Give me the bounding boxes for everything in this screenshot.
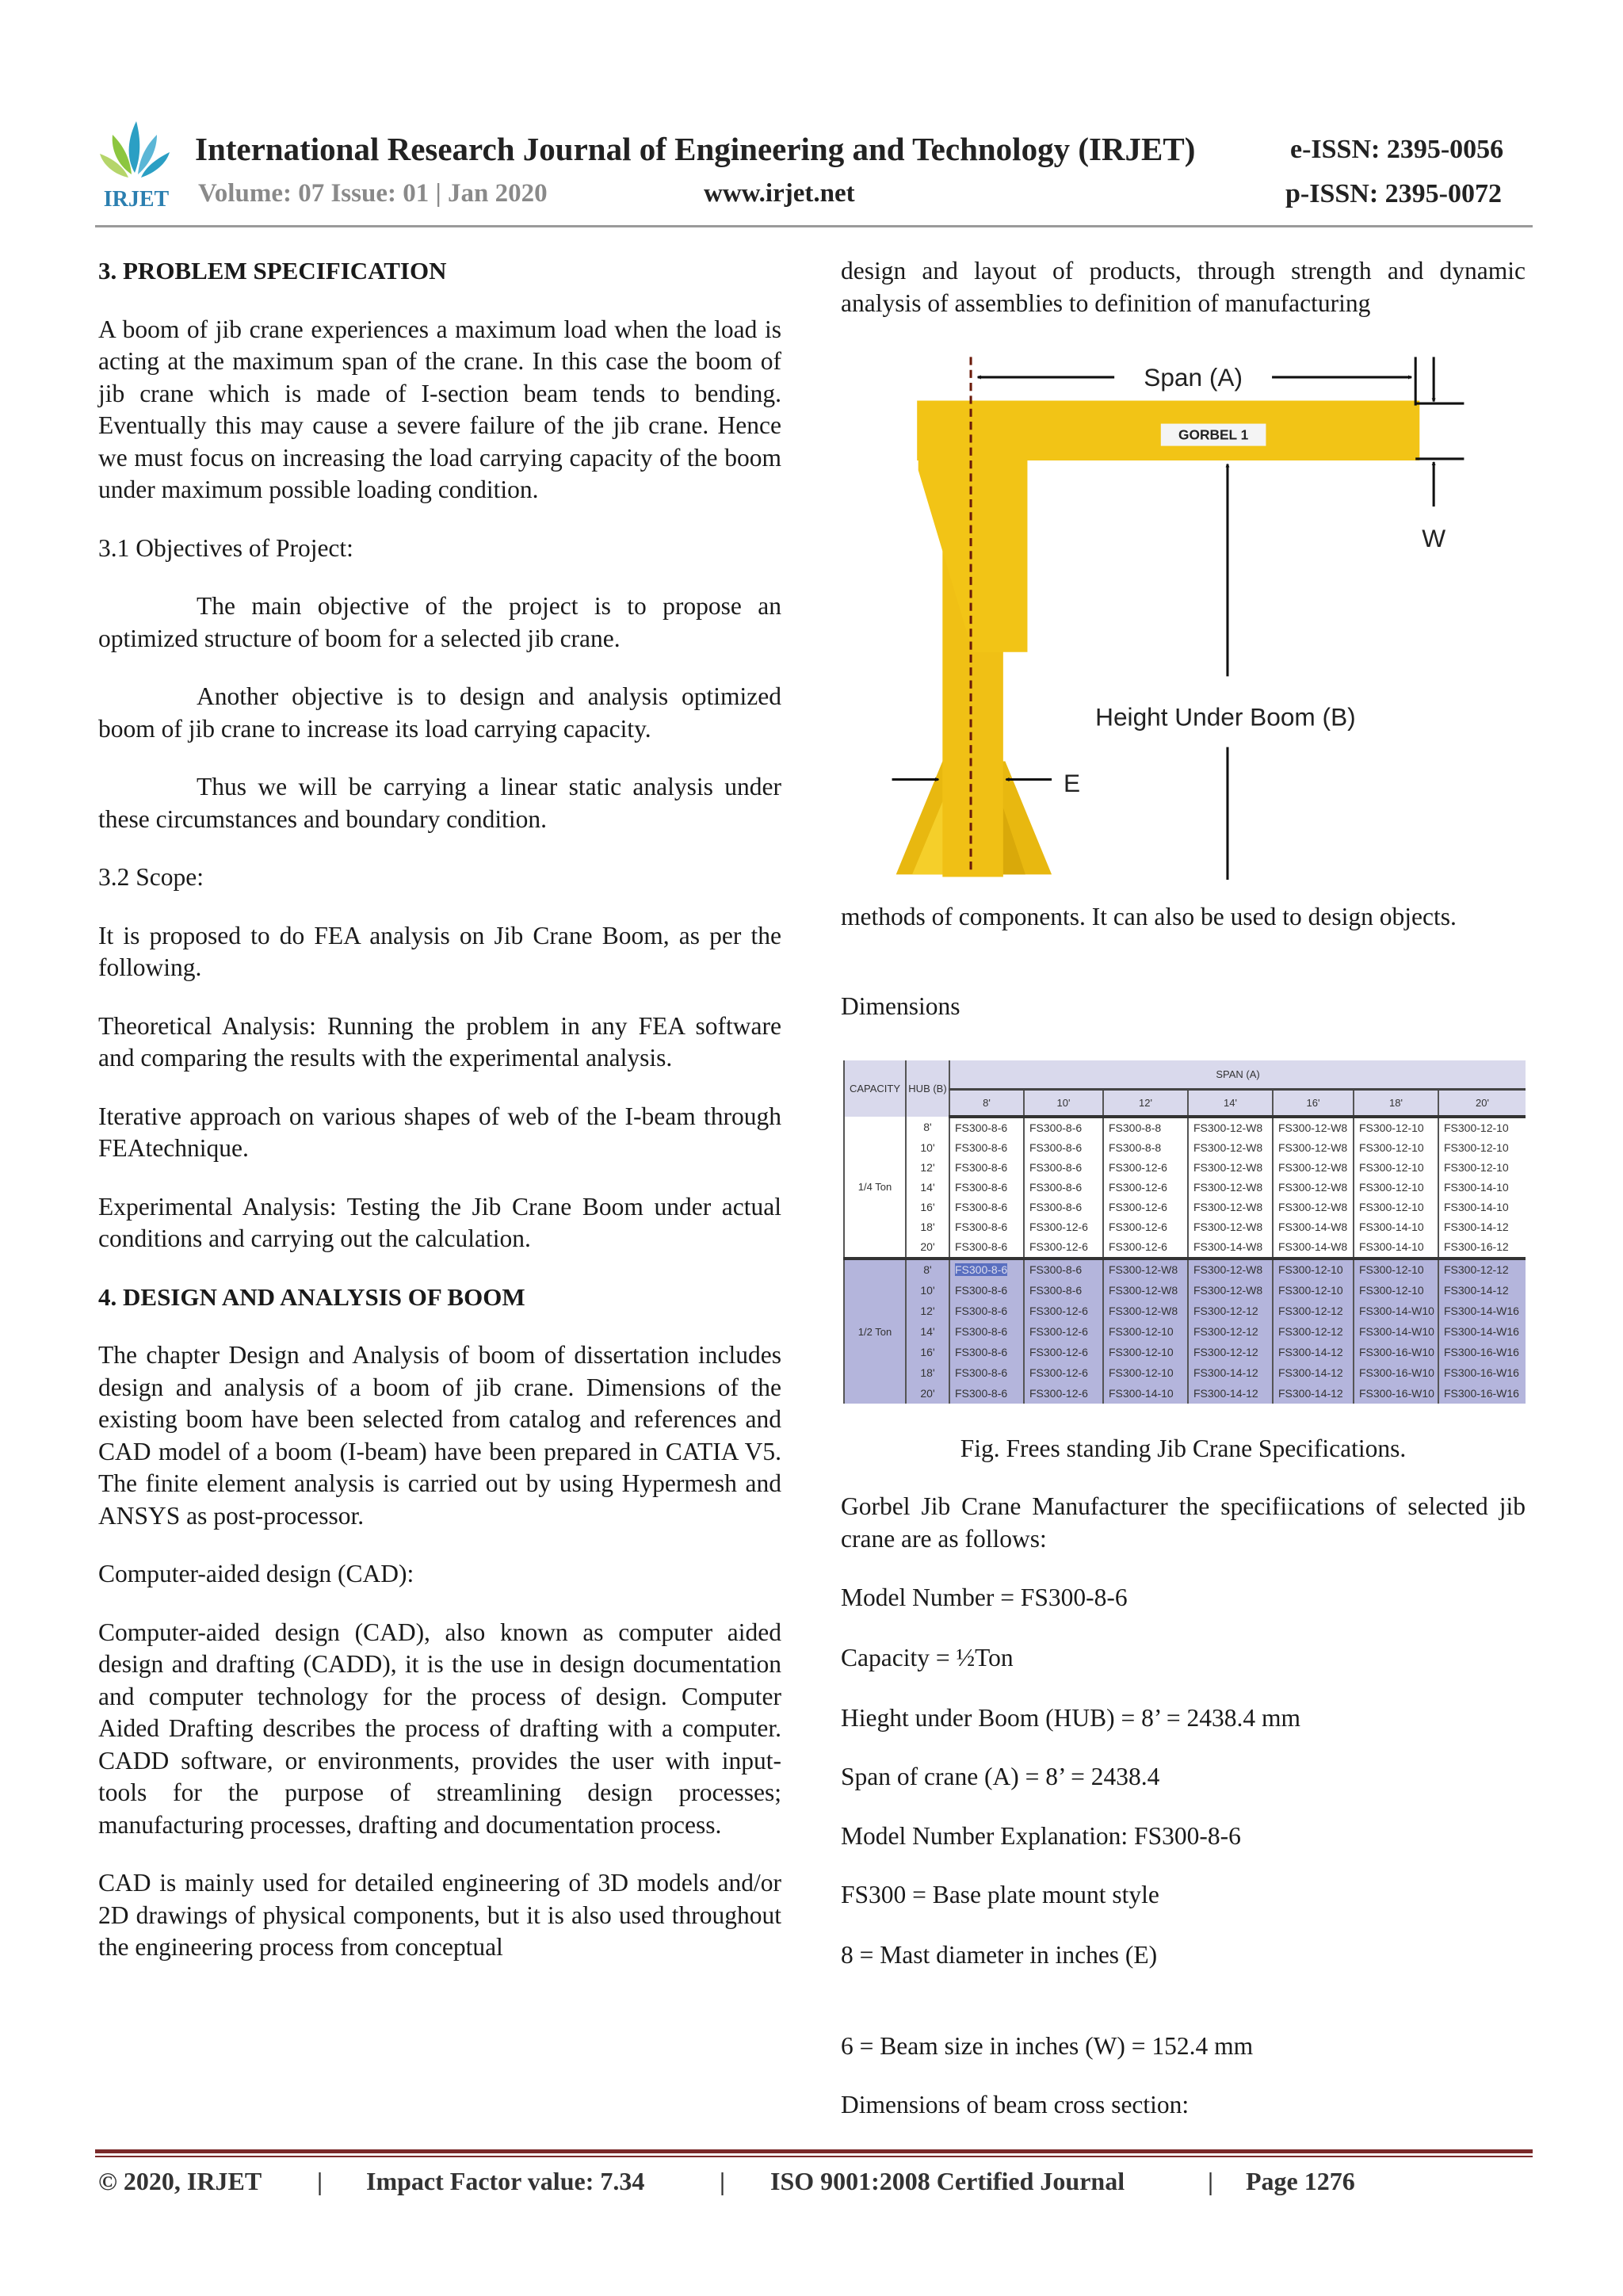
- model-cell: FS300-14-W8: [1273, 1217, 1354, 1237]
- model-cell: FS300-12-6: [1024, 1342, 1103, 1362]
- model-cell: FS300-12-10: [1438, 1158, 1526, 1178]
- hub-header: HUB (B): [906, 1060, 949, 1117]
- footer-divider-thin: [95, 2156, 1533, 2157]
- model-cell: FS300-14-10: [1438, 1198, 1526, 1217]
- section-heading-problem: 3. PROBLEM SPECIFICATION: [98, 257, 447, 285]
- subheading-objectives: 3.1 Objectives of Project:: [98, 533, 353, 562]
- model-cell: FS300-12-6: [1024, 1362, 1103, 1383]
- model-cell: FS300-12-W8: [1273, 1178, 1354, 1198]
- model-cell: FS300-12-6: [1103, 1237, 1188, 1259]
- table-row: [844, 1217, 1526, 1237]
- model-cell: FS300-8-6: [949, 1198, 1024, 1217]
- span-column-header: 10': [1024, 1089, 1103, 1117]
- span-of-crane: Span of crane (A) = 8’ = 2438.4: [841, 1763, 1160, 1790]
- model-cell: FS300-8-6: [949, 1301, 1024, 1321]
- paragraph: A boom of jib crane experiences a maximum load when the load is acting at the maximum span of the crane. In this case the boom of jib crane which is made of I-section beam tends to bending. Eventually this may cause a severe failure of the jib crane. Hence we must focus on increasing the load carrying capacity of the boom under maximum possible loading condition.: [98, 315, 781, 503]
- model-cell: FS300-8-6: [1024, 1259, 1103, 1280]
- model-cell: FS300-12-W8: [1188, 1280, 1273, 1301]
- beam-cross-section-heading: Dimensions of beam cross section:: [841, 2091, 1190, 2118]
- model-cell: FS300-8-6: [949, 1237, 1024, 1259]
- paragraph-text: methods of components. It can also be used to design objects.: [841, 903, 1457, 930]
- model-cell: FS300-16-W16: [1438, 1362, 1526, 1383]
- model-cell: FS300-14-12: [1273, 1362, 1354, 1383]
- model-cell: FS300-16-12: [1438, 1237, 1526, 1259]
- model-cell: FS300-12-12: [1188, 1301, 1273, 1321]
- model-cell: FS300-16-W10: [1354, 1362, 1438, 1383]
- mast-diameter: 8 = Mast diameter in inches (E): [841, 1941, 1158, 1969]
- footer-iso: ISO 9001:2008 Certified Journal: [770, 2167, 1125, 2195]
- model-cell: FS300-12-10: [1354, 1280, 1438, 1301]
- jib-crane-spec-table: [843, 1060, 1526, 1404]
- model-cell: FS300-12-W8: [1188, 1259, 1273, 1280]
- span-label: Span (A): [1144, 363, 1243, 392]
- paragraph-text: Gorbel Jib Crane Manufacturer the specifiications of selected jib crane are as follows:: [841, 1492, 1526, 1553]
- w-label: W: [1422, 524, 1446, 553]
- model-cell: FS300-14-10: [1354, 1237, 1438, 1259]
- span-column-header: 18': [1354, 1089, 1438, 1117]
- model-cell: FS300-14-W8: [1188, 1237, 1273, 1259]
- model-cell: FS300-8-6: [949, 1138, 1024, 1158]
- e-issn: e-ISSN: 2395-0056: [1290, 135, 1504, 164]
- footer-separator: |: [317, 2167, 323, 2195]
- model-cell: FS300-14-W16: [1438, 1301, 1526, 1321]
- span-column-header: 8': [949, 1089, 1024, 1117]
- paragraph: Theoretical Analysis: Running the problem in any FEA software and comparing the results with the experimental analysis.: [98, 1011, 781, 1072]
- model-cell: FS300-12-6: [1024, 1217, 1103, 1237]
- model-cell: FS300-12-W8: [1188, 1217, 1273, 1237]
- model-cell: FS300-12-12: [1188, 1342, 1273, 1362]
- model-cell: FS300-12-W8: [1103, 1301, 1188, 1321]
- paragraph: Another objective is to design and analysis optimized boom of jib crane to increase its load carrying capacity.: [98, 682, 781, 743]
- model-cell: FS300-14-W10: [1354, 1301, 1438, 1321]
- model-cell: FS300-12-W8: [1188, 1198, 1273, 1217]
- logo-text: IRJET: [103, 187, 170, 212]
- paragraph: [841, 1491, 1526, 1555]
- capacity-cell: 1/4 Ton: [844, 1117, 906, 1259]
- table-row: [844, 1237, 1526, 1259]
- hub-cell: 20': [906, 1383, 949, 1404]
- model-cell: FS300-14-12: [1438, 1280, 1526, 1301]
- model-cell: FS300-12-6: [1024, 1383, 1103, 1404]
- header-divider: [95, 225, 1533, 227]
- model-cell: FS300-8-6: [949, 1217, 1024, 1237]
- capacity-header: CAPACITY: [844, 1060, 906, 1117]
- height-under-boom: Hieght under Boom (HUB) = 8’ = 2438.4 mm: [841, 1704, 1301, 1732]
- paragraph: The main objective of the project is to propose an optimized structure of boom for a selected jib crane.: [98, 592, 781, 652]
- capacity-cell: 1/2 Ton: [844, 1259, 906, 1404]
- model-cell: FS300-12-10: [1354, 1178, 1438, 1198]
- hub-cell: 10': [906, 1280, 949, 1301]
- span-column-header: 16': [1273, 1089, 1354, 1117]
- model-cell: FS300-16-W10: [1354, 1342, 1438, 1362]
- hub-cell: 14': [906, 1178, 949, 1198]
- footer-separator: |: [1208, 2167, 1214, 2195]
- table-row: [844, 1117, 1526, 1138]
- model-cell: FS300-12-6: [1024, 1237, 1103, 1259]
- model-cell: FS300-8-6: [949, 1362, 1024, 1383]
- left-column: [98, 255, 781, 1990]
- model-cell: FS300-12-10: [1438, 1138, 1526, 1158]
- table-row: [844, 1362, 1526, 1383]
- hub-cell: 10': [906, 1138, 949, 1158]
- model-cell: FS300-14-12: [1273, 1342, 1354, 1362]
- model-cell: FS300-12-10: [1354, 1259, 1438, 1280]
- paragraph: It is proposed to do FEA analysis on Jib Crane Boom, as per the following.: [98, 921, 781, 981]
- footer-separator: |: [720, 2167, 726, 2195]
- model-cell: FS300-14-W10: [1354, 1321, 1438, 1342]
- selected-model-highlight: FS300-8-6: [955, 1263, 1008, 1276]
- model-cell: FS300-12-W8: [1273, 1117, 1354, 1138]
- paragraph-text: design and layout of products, through strength and dynamic analysis of assemblies to definition of manufacturing: [841, 257, 1526, 317]
- model-cell: [949, 1259, 1024, 1280]
- capacity: Capacity = ½Ton: [841, 1644, 1014, 1671]
- hub-cell: 8': [906, 1117, 949, 1138]
- model-cell: FS300-8-6: [1024, 1138, 1103, 1158]
- model-cell: FS300-12-W8: [1188, 1178, 1273, 1198]
- model-cell: FS300-12-6: [1024, 1321, 1103, 1342]
- model-cell: FS300-8-6: [949, 1321, 1024, 1342]
- crane-body: [896, 357, 1420, 877]
- hub-dimension: [1056, 464, 1228, 880]
- e-label: E: [1064, 768, 1081, 797]
- footer-page-number: Page 1276: [1246, 2167, 1355, 2195]
- table-row: [844, 1383, 1526, 1404]
- journal-title: International Research Journal of Engineering and Technology (IRJET): [195, 131, 1196, 167]
- hub-cell: 18': [906, 1217, 949, 1237]
- model-cell: FS300-12-10: [1273, 1259, 1354, 1280]
- model-cell: FS300-12-12: [1273, 1301, 1354, 1321]
- model-cell: FS300-12-6: [1103, 1217, 1188, 1237]
- model-cell: FS300-14-10: [1103, 1383, 1188, 1404]
- model-cell: FS300-14-12: [1273, 1383, 1354, 1404]
- model-cell: FS300-12-10: [1438, 1117, 1526, 1138]
- jib-crane-diagram: [872, 341, 1506, 880]
- model-cell: FS300-14-W8: [1273, 1237, 1354, 1259]
- section-heading-design: 4. DESIGN AND ANALYSIS OF BOOM: [98, 1282, 525, 1311]
- table-row: [844, 1259, 1526, 1280]
- model-cell: FS300-12-10: [1354, 1158, 1438, 1178]
- model-cell: FS300-12-10: [1354, 1138, 1438, 1158]
- model-cell: FS300-12-W8: [1273, 1158, 1354, 1178]
- hub-cell: 18': [906, 1362, 949, 1383]
- model-cell: FS300-14-10: [1438, 1178, 1526, 1198]
- table-row: [844, 1280, 1526, 1301]
- p-issn: p-ISSN: 2395-0072: [1285, 179, 1502, 208]
- model-cell: FS300-8-6: [1024, 1117, 1103, 1138]
- model-cell: FS300-8-6: [1024, 1178, 1103, 1198]
- w-dimension: [1415, 357, 1464, 506]
- model-cell: FS300-8-6: [949, 1342, 1024, 1362]
- paragraph: The chapter Design and Analysis of boom of dissertation includes design and analysis of a boom of jib crane. Dimensions of the existing boom have been selected from catalog and references and CAD model of a boom (I-beam) have been prepared in CATIA V5. The finite element analysis is carried out by using Hypermesh and ANSYS as post-processor.: [98, 1341, 781, 1530]
- model-cell: FS300-14-W16: [1438, 1321, 1526, 1342]
- model-cell: FS300-12-6: [1103, 1198, 1188, 1217]
- span-column-header: 20': [1438, 1089, 1526, 1117]
- model-cell: FS300-12-12: [1438, 1259, 1526, 1280]
- model-cell: FS300-16-W16: [1438, 1383, 1526, 1404]
- hub-cell: 12': [906, 1158, 949, 1178]
- model-cell: FS300-12-10: [1103, 1362, 1188, 1383]
- model-cell: FS300-12-10: [1103, 1342, 1188, 1362]
- paragraph: Experimental Analysis: Testing the Jib Crane Boom under actual conditions and carrying out the calculation.: [98, 1192, 781, 1252]
- model-cell: FS300-12-W8: [1188, 1158, 1273, 1178]
- model-cell: FS300-8-6: [949, 1383, 1024, 1404]
- model-cell: FS300-12-W8: [1188, 1117, 1273, 1138]
- model-number: Model Number = FS300-8-6: [841, 1584, 1128, 1611]
- figure-caption: Fig. Frees standing Jib Crane Specifications.: [960, 1435, 1407, 1462]
- paragraph: Thus we will be carrying a linear static analysis under these circumstances and boundary condition.: [98, 773, 781, 833]
- model-cell: FS300-8-8: [1103, 1117, 1188, 1138]
- model-cell: FS300-8-6: [949, 1158, 1024, 1178]
- table-row: [844, 1138, 1526, 1158]
- model-cell: FS300-12-10: [1354, 1198, 1438, 1217]
- model-cell: FS300-14-12: [1188, 1383, 1273, 1404]
- model-cell: FS300-8-6: [949, 1280, 1024, 1301]
- model-cell: FS300-12-10: [1103, 1321, 1188, 1342]
- table-row: [844, 1178, 1526, 1198]
- table-row: [844, 1158, 1526, 1178]
- brand-label: GORBEL 1: [1178, 426, 1249, 443]
- model-cell: FS300-12-6: [1103, 1158, 1188, 1178]
- paragraph: Computer-aided design (CAD), also known as computer aided design and drafting (CADD), it is the use in design documentation and computer technology for the process of design. Computer Aided Drafting describes the process of drafting with a computer. CADD software, or environments, provides the user with input-tools for the purpose of streamlining design processes; manufacturing processes, drafting and documentation process.: [98, 1618, 781, 1839]
- volume-issue: Volume: 07 Issue: 01 | Jan 2020: [198, 179, 548, 208]
- model-cell: FS300-12-12: [1273, 1321, 1354, 1342]
- model-cell: FS300-12-W8: [1188, 1138, 1273, 1158]
- span-header: SPAN (A): [949, 1060, 1526, 1089]
- model-cell: FS300-12-6: [1103, 1178, 1188, 1198]
- table-row: [844, 1198, 1526, 1217]
- subheading-cad: Computer-aided design (CAD):: [98, 1560, 414, 1587]
- model-cell: FS300-16-W10: [1354, 1383, 1438, 1404]
- model-cell: FS300-12-W8: [1103, 1280, 1188, 1301]
- base-plate-style: FS300 = Base plate mount style: [841, 1881, 1159, 1908]
- span-column-header: 12': [1103, 1089, 1188, 1117]
- model-cell: FS300-14-12: [1438, 1217, 1526, 1237]
- model-cell: FS300-14-12: [1188, 1362, 1273, 1383]
- model-cell: FS300-12-12: [1188, 1321, 1273, 1342]
- footer-impact-factor: Impact Factor value: 7.34: [366, 2167, 645, 2195]
- footer-copyright: © 2020, IRJET: [98, 2167, 262, 2195]
- model-cell: FS300-8-6: [1024, 1158, 1103, 1178]
- paragraph: [841, 255, 1526, 319]
- span-column-header: 14': [1188, 1089, 1273, 1117]
- hub-cell: 8': [906, 1259, 949, 1280]
- footer-divider: [95, 2149, 1533, 2153]
- paragraph: CAD is mainly used for detailed engineering of 3D models and/or 2D drawings of physical components, but it is also used throughout the engineering process from conceptual: [98, 1869, 781, 1961]
- model-cell: FS300-12-6: [1024, 1301, 1103, 1321]
- hub-cell: 14': [906, 1321, 949, 1342]
- model-cell: FS300-8-6: [1024, 1198, 1103, 1217]
- table-row: [844, 1342, 1526, 1362]
- model-cell: FS300-12-10: [1354, 1117, 1438, 1138]
- table-row: [844, 1301, 1526, 1321]
- journal-website-link[interactable]: www.irjet.net: [704, 179, 855, 208]
- model-cell: FS300-12-10: [1273, 1280, 1354, 1301]
- hub-label: Height Under Boom (B): [1095, 702, 1356, 732]
- model-cell: FS300-8-8: [1103, 1138, 1188, 1158]
- subheading-scope: 3.2 Scope:: [98, 863, 204, 891]
- irjet-logo: [94, 117, 179, 212]
- hub-cell: 16': [906, 1198, 949, 1217]
- model-cell: FS300-8-6: [949, 1117, 1024, 1138]
- model-cell: FS300-12-W8: [1273, 1138, 1354, 1158]
- table-row: [844, 1321, 1526, 1342]
- model-cell: FS300-8-6: [1024, 1280, 1103, 1301]
- model-cell: FS300-8-6: [949, 1178, 1024, 1198]
- model-cell: FS300-12-W8: [1103, 1259, 1188, 1280]
- model-explanation: Model Number Explanation: FS300-8-6: [841, 1822, 1241, 1850]
- hub-cell: 16': [906, 1342, 949, 1362]
- model-cell: FS300-14-10: [1354, 1217, 1438, 1237]
- hub-cell: 20': [906, 1237, 949, 1259]
- model-cell: FS300-12-W8: [1273, 1198, 1354, 1217]
- dimensions-label: Dimensions: [841, 992, 960, 1020]
- model-cell: FS300-16-W16: [1438, 1342, 1526, 1362]
- paragraph: Iterative approach on various shapes of web of the I-beam through FEAtechnique.: [98, 1102, 781, 1162]
- beam-size: 6 = Beam size in inches (W) = 152.4 mm: [841, 2032, 1254, 2060]
- paragraph: [841, 901, 1526, 934]
- hub-cell: 12': [906, 1301, 949, 1321]
